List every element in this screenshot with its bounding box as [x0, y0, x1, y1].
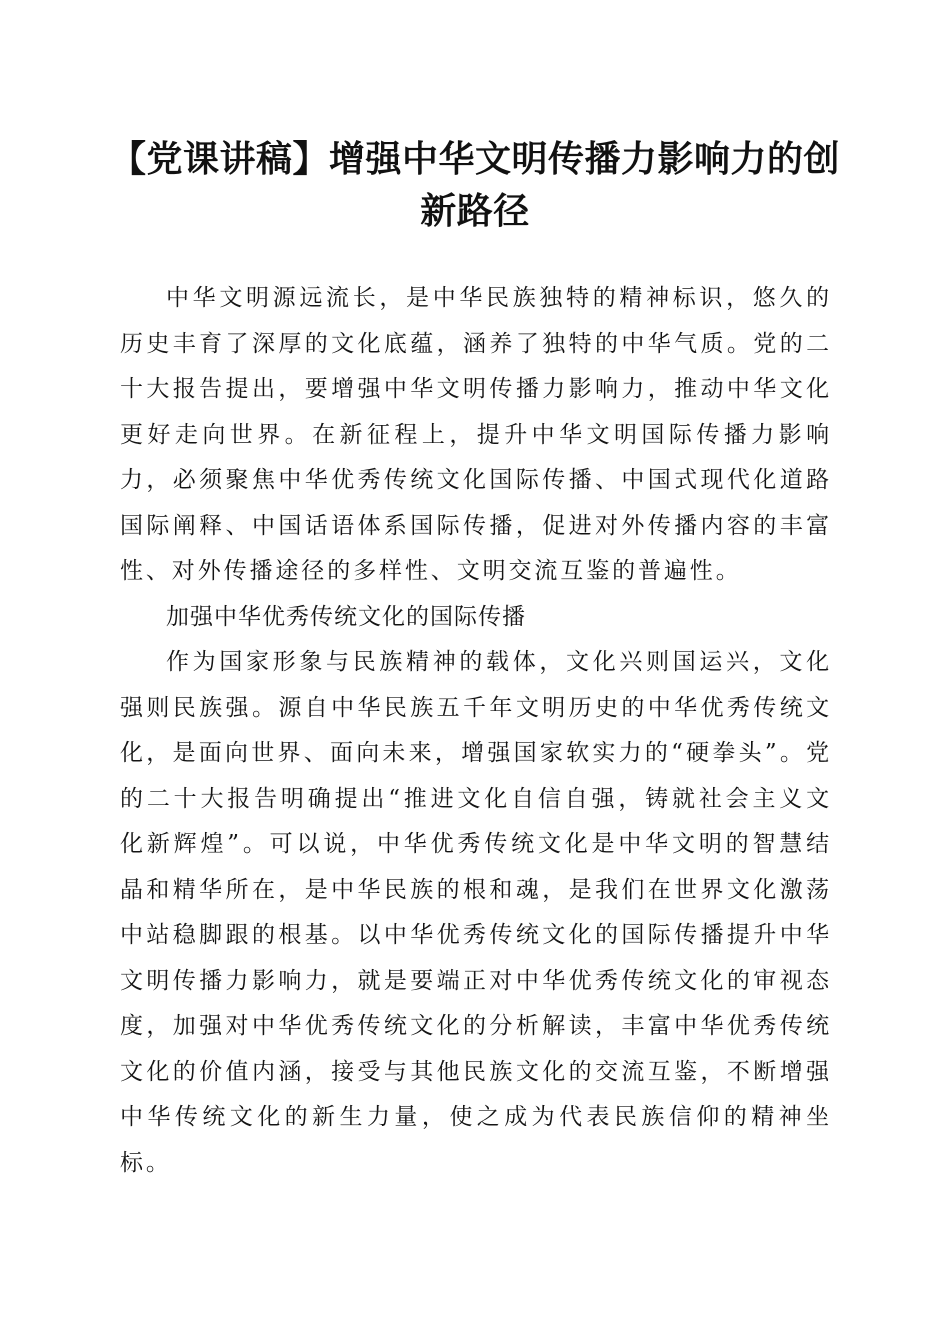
section-paragraph: 作为国家形象与民族精神的载体，文化兴则国运兴，文化强则民族强。源自中华民族五千年文明历史的中华优秀传统文化，是面向世界、面向未来，增强国家软实力的“硬拳头”。党的二十大报告明确提出“推进文化自信自强，铸就社会主义文化新辉煌”。可以说，中华优秀传统文化是中华文明的智慧结晶和精华所在，是中华民族的根和魂，是我们在世界文化激荡中站稳脚跟的根基。以中华优秀传统文化的国际传播提升中华文明传播力影响力，就是要端正对中华优秀传统文化的审视态度，加强对中华优秀传统文化的分析解读，丰富中华优秀传统文化的价值内涵，接受与其他民族文化的交流互鉴，不断增强中华传统文化的新生力量，使之成为代表民族信仰的精神坐标。 — [120, 649, 832, 1176]
section-heading: 加强中华优秀传统文化的国际传播 — [166, 603, 526, 630]
document-body — [120, 276, 832, 1186]
intro-paragraph: 中华文明源远流长，是中华民族独特的精神标识，悠久的历史丰育了深厚的文化底蕴，涵养了独特的中华气质。党的二十大报告提出，要增强中华文明传播力影响力，推动中华文化更好走向世界。在新征程上，提升中华文明国际传播力影响力，必须聚焦中华优秀传统文化国际传播、中国式现代化道路国际阐释、中国话语体系国际传播，促进对外传播内容的丰富性、对外传播途径的多样性、文明交流互鉴的普遍性。 — [120, 285, 832, 584]
document-title: 【党课讲稿】增强中华文明传播力影响力的创新路径 — [109, 138, 840, 232]
